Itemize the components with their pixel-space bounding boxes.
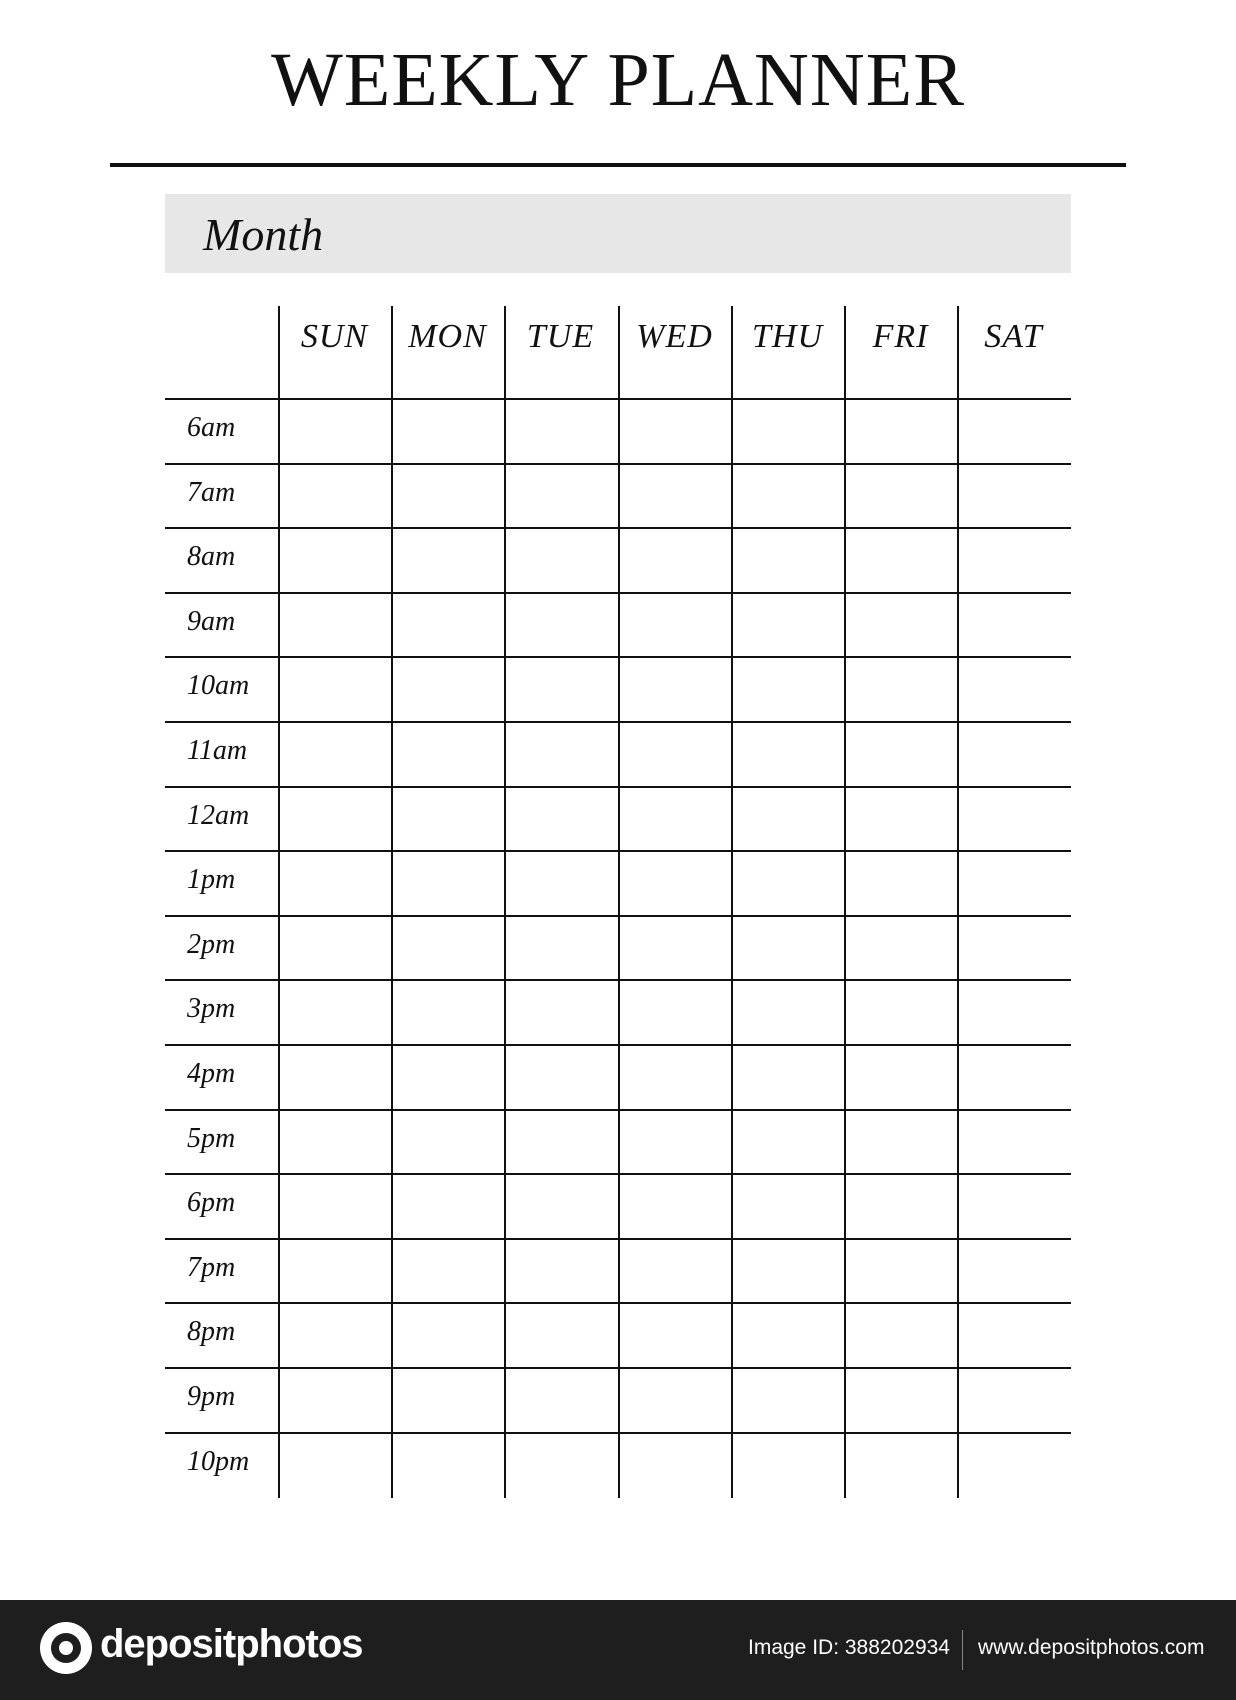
schedule-cell[interactable]: [959, 529, 1069, 591]
time-label: 10am: [187, 670, 250, 701]
schedule-cell[interactable]: [846, 981, 956, 1043]
schedule-cell[interactable]: [280, 658, 390, 720]
schedule-cell[interactable]: [280, 917, 390, 979]
day-header-thu: THU: [751, 318, 824, 355]
schedule-cell[interactable]: [846, 400, 956, 462]
image-id: Image ID: 388202934: [748, 1636, 950, 1659]
time-label: 1pm: [187, 864, 236, 895]
schedule-cell[interactable]: [846, 1046, 956, 1108]
schedule-cell[interactable]: [733, 1369, 843, 1431]
schedule-cell[interactable]: [733, 1434, 843, 1496]
schedule-cell[interactable]: [280, 1434, 390, 1496]
schedule-cell[interactable]: [959, 465, 1069, 527]
schedule-cell[interactable]: [393, 594, 503, 656]
schedule-cell[interactable]: [733, 1175, 843, 1237]
schedule-cell[interactable]: [733, 917, 843, 979]
schedule-cell[interactable]: [733, 1240, 843, 1302]
schedule-cell[interactable]: [506, 1240, 616, 1302]
schedule-cell[interactable]: [393, 1434, 503, 1496]
schedule-cell[interactable]: [846, 788, 956, 850]
schedule-cell[interactable]: [506, 917, 616, 979]
brand-name: depositphotos: [100, 1622, 363, 1666]
schedule-cell[interactable]: [733, 1111, 843, 1173]
schedule-cell[interactable]: [620, 658, 730, 720]
schedule-cell[interactable]: [393, 1369, 503, 1431]
schedule-cell[interactable]: [393, 723, 503, 785]
schedule-cell[interactable]: [959, 1304, 1069, 1366]
schedule-cell[interactable]: [846, 529, 956, 591]
schedule-cell[interactable]: [733, 465, 843, 527]
schedule-cell[interactable]: [733, 852, 843, 914]
day-header-tue: TUE: [526, 318, 595, 355]
schedule-cell[interactable]: [620, 723, 730, 785]
schedule-cell[interactable]: [393, 529, 503, 591]
schedule-cell[interactable]: [959, 788, 1069, 850]
schedule-cell[interactable]: [393, 981, 503, 1043]
schedule-cell[interactable]: [846, 852, 956, 914]
site-url: www.depositphotos.com: [978, 1636, 1205, 1659]
schedule-cell[interactable]: [620, 594, 730, 656]
schedule-cell[interactable]: [280, 1369, 390, 1431]
schedule-cell[interactable]: [846, 1175, 956, 1237]
day-header-sun: SUN: [300, 318, 369, 355]
schedule-cell[interactable]: [506, 658, 616, 720]
time-label: 4pm: [187, 1058, 236, 1089]
schedule-cell[interactable]: [280, 529, 390, 591]
time-label: 12am: [187, 800, 250, 831]
schedule-cell[interactable]: [280, 852, 390, 914]
schedule-cell[interactable]: [393, 917, 503, 979]
time-label: 11am: [187, 735, 248, 766]
schedule-cell[interactable]: [846, 594, 956, 656]
schedule-cell[interactable]: [393, 852, 503, 914]
schedule-cell[interactable]: [959, 658, 1069, 720]
schedule-cell[interactable]: [506, 1111, 616, 1173]
time-label: 7pm: [187, 1252, 236, 1283]
schedule-cell[interactable]: [959, 1369, 1069, 1431]
schedule-cell[interactable]: [620, 1304, 730, 1366]
schedule-cell[interactable]: [620, 981, 730, 1043]
schedule-cell[interactable]: [393, 658, 503, 720]
time-label: 8am: [187, 541, 236, 572]
schedule-cell[interactable]: [506, 981, 616, 1043]
schedule-cell[interactable]: [959, 917, 1069, 979]
schedule-cell[interactable]: [506, 1369, 616, 1431]
schedule-cell[interactable]: [506, 1175, 616, 1237]
time-label: 7am: [187, 477, 236, 508]
month-label: Month: [203, 209, 324, 260]
time-label: 9pm: [187, 1381, 236, 1412]
schedule-cell[interactable]: [620, 400, 730, 462]
schedule-cell[interactable]: [959, 1434, 1069, 1496]
schedule-cell[interactable]: [280, 1240, 390, 1302]
time-label: 8pm: [187, 1316, 236, 1347]
schedule-cell[interactable]: [733, 594, 843, 656]
day-header-fri: FRI: [872, 318, 929, 355]
schedule-cell[interactable]: [846, 1434, 956, 1496]
schedule-cell[interactable]: [620, 1434, 730, 1496]
schedule-cell[interactable]: [280, 594, 390, 656]
schedule-cell[interactable]: [506, 723, 616, 785]
time-label: 6am: [187, 412, 236, 443]
schedule-cell[interactable]: [846, 658, 956, 720]
schedule-cell[interactable]: [620, 788, 730, 850]
schedule-cell[interactable]: [393, 1175, 503, 1237]
schedule-cell[interactable]: [733, 981, 843, 1043]
schedule-cell[interactable]: [280, 723, 390, 785]
schedule-cell[interactable]: [280, 1175, 390, 1237]
schedule-cell[interactable]: [620, 465, 730, 527]
schedule-cell[interactable]: [393, 1240, 503, 1302]
schedule-cell[interactable]: [733, 529, 843, 591]
schedule-cell[interactable]: [280, 1304, 390, 1366]
schedule-cell[interactable]: [620, 1175, 730, 1237]
schedule-cell[interactable]: [620, 529, 730, 591]
day-header-sat: SAT: [984, 318, 1043, 355]
schedule-cell[interactable]: [393, 1046, 503, 1108]
time-label: 5pm: [187, 1123, 236, 1154]
schedule-cell[interactable]: [506, 1304, 616, 1366]
schedule-cell[interactable]: [959, 400, 1069, 462]
schedule-cell[interactable]: [959, 981, 1069, 1043]
schedule-cell[interactable]: [506, 529, 616, 591]
schedule-cell[interactable]: [846, 917, 956, 979]
planner-title: WEEKLY PLANNER: [271, 38, 965, 122]
schedule-cell[interactable]: [959, 1240, 1069, 1302]
day-header-mon: MON: [408, 318, 487, 355]
schedule-cell[interactable]: [280, 400, 390, 462]
schedule-cell[interactable]: [959, 852, 1069, 914]
schedule-cell[interactable]: [846, 1240, 956, 1302]
schedule-cell[interactable]: [959, 594, 1069, 656]
watermark-footer: [0, 1600, 1236, 1700]
schedule-cell[interactable]: [393, 1304, 503, 1366]
schedule-cell[interactable]: [846, 1304, 956, 1366]
schedule-cell[interactable]: [506, 1434, 616, 1496]
schedule-cell[interactable]: [846, 723, 956, 785]
schedule-cell[interactable]: [620, 917, 730, 979]
schedule-cell[interactable]: [733, 658, 843, 720]
schedule-cell[interactable]: [280, 1046, 390, 1108]
time-label: 6pm: [187, 1187, 236, 1218]
schedule-cell[interactable]: [620, 1111, 730, 1173]
schedule-cell[interactable]: [846, 465, 956, 527]
schedule-cell[interactable]: [393, 1111, 503, 1173]
time-label: 2pm: [187, 929, 236, 960]
schedule-cell[interactable]: [393, 465, 503, 527]
schedule-cell[interactable]: [733, 1304, 843, 1366]
schedule-cell[interactable]: [506, 465, 616, 527]
schedule-cell[interactable]: [959, 723, 1069, 785]
footer-divider: [962, 1630, 963, 1670]
schedule-cell[interactable]: [733, 788, 843, 850]
day-header-wed: WED: [636, 318, 713, 355]
schedule-cell[interactable]: [393, 400, 503, 462]
schedule-cell[interactable]: [280, 981, 390, 1043]
schedule-cell[interactable]: [620, 852, 730, 914]
camera-logo-icon: [40, 1622, 92, 1674]
schedule-cell[interactable]: [733, 723, 843, 785]
schedule-cell[interactable]: [280, 465, 390, 527]
schedule-cell[interactable]: [620, 1046, 730, 1108]
schedule-cell[interactable]: [506, 400, 616, 462]
schedule-cell[interactable]: [620, 1240, 730, 1302]
schedule-cell[interactable]: [620, 1369, 730, 1431]
schedule-cell[interactable]: [846, 1111, 956, 1173]
schedule-cell[interactable]: [959, 1046, 1069, 1108]
schedule-cell[interactable]: [393, 788, 503, 850]
schedule-cell[interactable]: [506, 852, 616, 914]
schedule-cell[interactable]: [733, 400, 843, 462]
time-label: 3pm: [187, 993, 236, 1024]
time-label: 10pm: [187, 1446, 250, 1477]
schedule-cell[interactable]: [506, 1046, 616, 1108]
schedule-cell[interactable]: [846, 1369, 956, 1431]
schedule-cell[interactable]: [959, 1175, 1069, 1237]
schedule-cell[interactable]: [506, 788, 616, 850]
schedule-cell[interactable]: [280, 1111, 390, 1173]
schedule-cell[interactable]: [506, 594, 616, 656]
time-label: 9am: [187, 606, 236, 637]
schedule-cell[interactable]: [959, 1111, 1069, 1173]
schedule-cell[interactable]: [280, 788, 390, 850]
schedule-cell[interactable]: [733, 1046, 843, 1108]
